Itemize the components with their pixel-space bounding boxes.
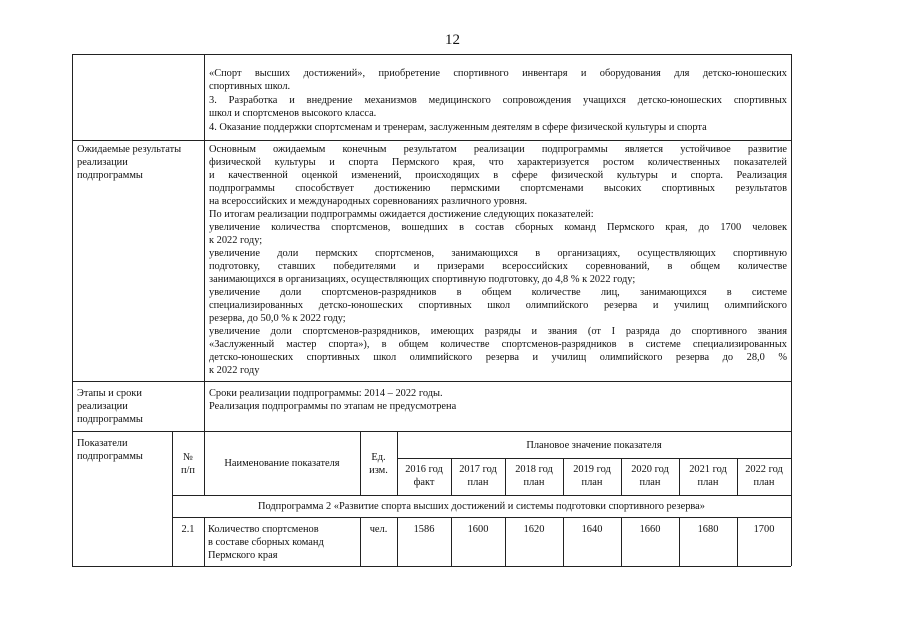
row-name: в составе сборных команд xyxy=(208,537,324,548)
text-line: Сроки реализации подпрограммы: 2014 – 2022 годы. xyxy=(209,388,443,399)
row-value: 1700 xyxy=(753,524,775,535)
row-value: 1660 xyxy=(639,524,661,535)
text-line: «Спорт высших достижений», приобретение спортивного инвентаря и оборудования для детско-юношеских xyxy=(209,68,787,79)
year-header: 2019 год xyxy=(573,464,611,475)
year-status: план xyxy=(697,477,719,488)
row-value: 1680 xyxy=(697,524,719,535)
text-line: подпрограммы способствует достижению пермскими спортсменами высоких спортивных результатов xyxy=(209,183,787,194)
year-status: факт xyxy=(413,477,435,488)
text-line: «Заслуженный мастер спорта»), в общем количестве спортсменов-разрядников в системе специализированных xyxy=(209,339,787,350)
year-header: 2022 год xyxy=(745,464,783,475)
text-line: увеличение доли пермских спортсменов, занимающихся в организациях, осуществляющих спортивную xyxy=(209,248,787,259)
text-line: детско-юношеских спортивных школ олимпийского резерва и училищ олимпийского резерва до 28,0 % xyxy=(209,352,787,363)
col-unit-header: Ед. xyxy=(371,452,386,463)
text-line: резерва, до 50,0 % к 2022 году; xyxy=(209,313,346,324)
text-line: к 2022 году xyxy=(209,365,260,376)
subprogram-title: Подпрограмма 2 «Развитие спорта высших достижений и системы подготовки спортивного резерва» xyxy=(258,501,705,512)
text-line: школ и спортсменов высокого класса. xyxy=(209,108,377,119)
year-status: план xyxy=(639,477,661,488)
page-number: 12 xyxy=(445,32,460,48)
row-name: Количество спортсменов xyxy=(208,524,319,535)
text-line: спортивных школ. xyxy=(209,81,291,92)
year-status: план xyxy=(581,477,603,488)
text-line: подготовку, ставших победителями и призерами всероссийских соревнований, в общем количестве xyxy=(209,261,787,272)
text-line: 3. Разработка и внедрение механизмов медицинского сопровождения учащихся детско-юношеских спортивных xyxy=(209,95,787,106)
text-line: увеличение доли спортсменов-разрядников в общем количестве лиц, занимающихся в системе xyxy=(209,287,787,298)
year-header: 2018 год xyxy=(515,464,553,475)
text-line: Основным ожидаемым конечным результатом реализации подпрограммы является устойчивое развитие xyxy=(209,144,787,155)
text-line: физической культуры и спорта Пермского края, что характеризуется ростом количественных показателей xyxy=(209,157,787,168)
year-status: план xyxy=(523,477,545,488)
col-unit-header: изм. xyxy=(369,465,388,476)
row-value: 1600 xyxy=(467,524,489,535)
text-line: на всероссийских и международных соревнованиях различного уровня. xyxy=(209,196,528,207)
row-value: 1586 xyxy=(413,524,435,535)
row-name: Пермского края xyxy=(208,550,278,561)
text-line: специализированных детско-юношеских спортивных школ олимпийского резерва и училищ олимпийского xyxy=(209,300,787,311)
planned-value-header: Плановое значение показателя xyxy=(526,440,662,451)
text-line: и качественной оценкой изменений, происходящих в сфере физической культуры и спорта. Реализация xyxy=(209,170,787,181)
year-status: план xyxy=(467,477,489,488)
text-line: По итогам реализации подпрограммы ожидается достижение следующих показателей: xyxy=(209,209,594,220)
year-header: 2021 год xyxy=(689,464,727,475)
year-header: 2020 год xyxy=(631,464,669,475)
row-value: 1640 xyxy=(581,524,603,535)
text-line: 4. Оказание поддержки спортсменам и тренерам, заслуженным деятелям в сфере физической культуры и спорта xyxy=(209,122,707,133)
row-unit: чел. xyxy=(369,524,388,535)
year-header: 2016 год xyxy=(405,464,443,475)
text-line: Реализация подпрограммы по этапам не предусмотрена xyxy=(209,401,457,412)
text-line: увеличение количества спортсменов, вошедших в состав сборных команд Пермского края, до 1700 человек xyxy=(209,222,787,233)
text-line: увеличение доли спортсменов-разрядников, имеющих разряды и звания (от I разряда до спортивного звания xyxy=(209,326,787,337)
text-line: занимающихся в организациях, осуществляющих спортивную подготовку, до 4,8 % к 2022 году; xyxy=(209,274,636,285)
text-line: к 2022 году; xyxy=(209,235,263,246)
col-num-header: п/п xyxy=(180,465,195,476)
row-num: 2.1 xyxy=(181,524,195,535)
year-header: 2017 год xyxy=(459,464,497,475)
col-num-header: № xyxy=(183,452,193,463)
col-name-header: Наименование показателя xyxy=(224,458,340,469)
year-status: план xyxy=(753,477,775,488)
row-value: 1620 xyxy=(523,524,545,535)
